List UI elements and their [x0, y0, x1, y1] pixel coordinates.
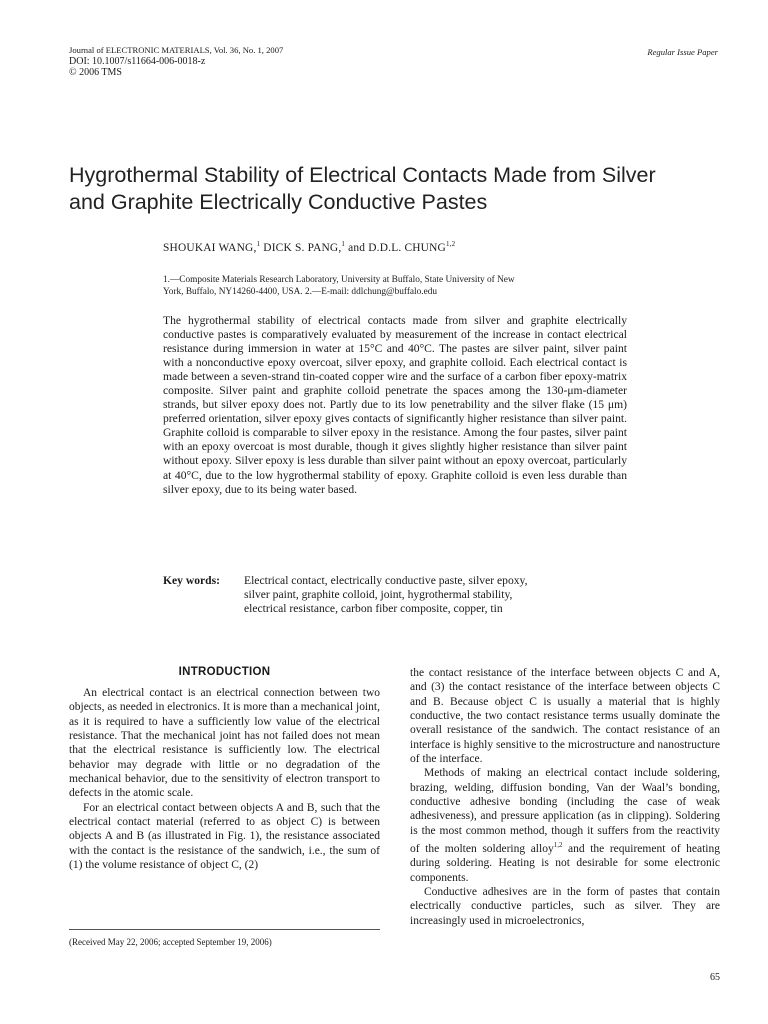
- author-name: and D.D.L. CHUNG: [345, 241, 446, 254]
- abstract: The hygrothermal stability of electrical contacts made from silver and graphite electrically conductive pastes is comparatively evaluated by measurement of the increase in contact electrical resistance during immersion in water at 15°C and 40°C. The pastes are silver paint, silver paint with a nonconductive epoxy overcoat, silver epoxy, and graphite colloid. Each electrical contact is made between a seven-strand tin-coated copper wire and the surface of a carbon fiber epoxy-matrix composite. Silver paint and graphite colloid penetrate the spaces among the 130-μm-diameter strands, but silver epoxy does not. Partly due to its low penetrability and the silver flake (15 μm) preferred orientation, silver epoxy gives contacts of significantly higher resistance than silver paint. Graphite colloid is comparable to silver epoxy in the resistance. Among the four pastes, silver paint with an epoxy overcoat is most durable, though it gives slightly higher resistance than silver paint without epoxy. Silver epoxy is less durable than silver paint without an epoxy overcoat, particularly at 40°C, due to the low hygrothermal stability of epoxy. Graphite colloid is even less durable than silver epoxy, due to its being water based.: [163, 314, 627, 496]
- issue-type: Regular Issue Paper: [647, 47, 718, 57]
- paragraph: [410, 766, 720, 885]
- paragraph: the contact resistance of the interface between objects C and A, and (3) the contact resistance of the interface between objects C and B. Because object C is usually a material that is highly conductive, the two contact resistance terms usually dominate the overall resistance of the sandwich. The contact resistance of an interface is highly sensitive to the microstructure and nanostructure of the interface.: [410, 667, 720, 766]
- paragraph: For an electrical contact between objects A and B, such that the electrical contact material (referred to as object C) is between objects A and B (as illustrated in Fig. 1), the resistance associated with the contact is the resistance of the sandwich, i.e., the sum of (1) the volume resistance of object C, (2): [69, 801, 380, 872]
- keywords-label: Key words:: [163, 574, 220, 587]
- affiliation-line-1: 1.—Composite Materials Research Laboratory, University at Buffalo, State University of New: [163, 275, 515, 285]
- footnote-received: (Received May 22, 2006; accepted September 19, 2006): [69, 937, 272, 947]
- right-column: [410, 666, 720, 928]
- journal-citation: Journal of ELECTRONIC MATERIALS, Vol. 36, No. 1, 2007: [69, 45, 284, 55]
- running-header: [69, 45, 283, 78]
- author-name: DICK S. PANG,: [260, 241, 342, 254]
- section-heading-introduction: INTRODUCTION: [178, 666, 271, 678]
- footnote-rule: [69, 929, 380, 930]
- citation-sup: 1,2: [553, 841, 563, 850]
- title-line-2: and Graphite Electrically Conductive Pastes: [69, 190, 488, 214]
- keywords-list: [244, 574, 644, 616]
- doi: DOI: 10.1007/s11664-006-0018-z: [69, 56, 206, 67]
- paragraph: An electrical contact is an electrical connection between two objects, as needed in electronics. It is more than a mechanical joint, as it is required to have a sufficiently low value of the electrical resistance. That the mechanical joint has not failed does not mean that the electrical resistance is sufficiently low. The electrical behavior may degrade with little or no degradation of the mechanical behavior, due to the sensitivity of electron transport to defects in the atomic scale.: [69, 687, 380, 800]
- page-number: 65: [710, 972, 720, 983]
- left-column: [69, 686, 380, 872]
- author-affil-sup: 1: [256, 240, 261, 248]
- affiliation-line-2: York, Buffalo, NY14260-4400, USA. 2.—E-mail: ddlchung@buffalo.edu: [163, 286, 438, 297]
- author-name: SHOUKAI WANG,: [163, 241, 257, 254]
- paragraph-text: and the requirement of heating during soldering. Heating is not desirable for some electronic components.: [410, 842, 721, 884]
- paper-title: [69, 162, 729, 216]
- title-line-1: Hygrothermal Stability of Electrical Contacts Made from Silver: [69, 163, 656, 187]
- keywords-line: silver paint, graphite colloid, joint, hygrothermal stability,: [244, 588, 513, 602]
- author-affil-sup: 1,2: [445, 240, 456, 248]
- affiliation: [163, 275, 633, 298]
- paragraph-text: Methods of making an electrical contact include soldering, brazing, welding, diffusion bonding, Van der Waal’s bonding, conductive adhesive bonding (including the case of weak adhesiveness), and pressure application (as in clipping). Soldering is the most common method, though it suffers from the reactivity of the molten soldering alloy: [410, 767, 720, 855]
- copyright: © 2006 TMS: [69, 67, 122, 78]
- author-affil-sup: 1: [341, 240, 346, 248]
- authors: [163, 240, 455, 254]
- keywords-line: Electrical contact, electrically conductive paste, silver epoxy,: [244, 574, 528, 587]
- paragraph: Conductive adhesives are in the form of pastes that contain electrically conductive particles, such as silver. They are increasingly used in microelectronics,: [410, 885, 720, 927]
- keywords-line: electrical resistance, carbon fiber composite, copper, tin: [244, 602, 503, 616]
